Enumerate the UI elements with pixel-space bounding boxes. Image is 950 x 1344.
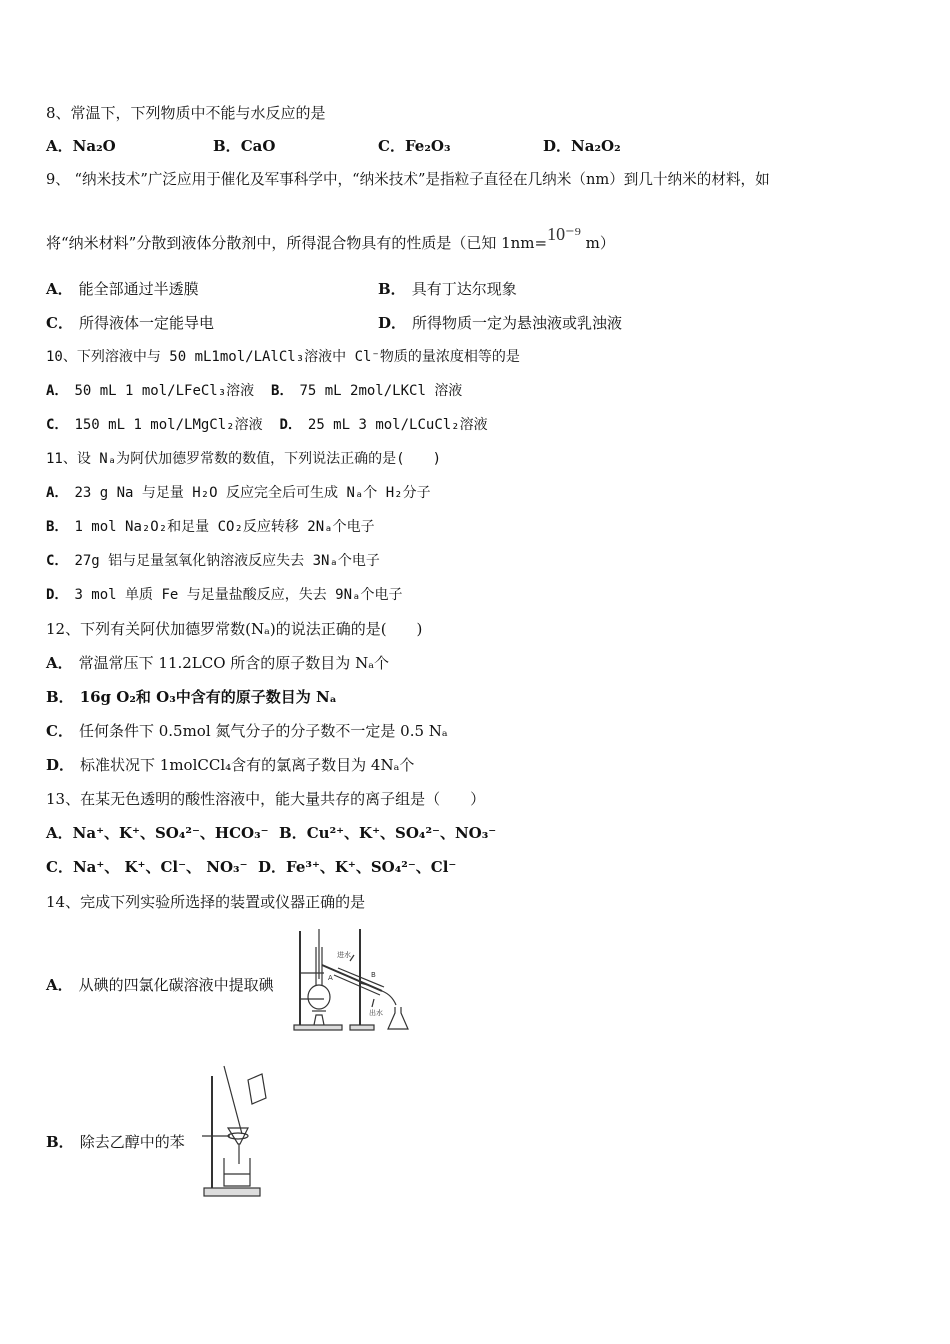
water-in-label: 进水 bbox=[337, 951, 351, 959]
q9-option-b: B． 具有丁达尔现象 bbox=[378, 280, 517, 298]
q14-option-b: B． 除去乙醇中的苯 bbox=[46, 1133, 185, 1151]
q8-option-d: D．Na₂O₂ bbox=[543, 137, 621, 155]
q11-option-d: D． 3 mol 单质 Fe 与足量盐酸反应，失去 9Nₐ个电子 bbox=[46, 587, 403, 603]
q9-option-a: A． 能全部通过半透膜 bbox=[46, 280, 199, 298]
q9-option-d: D． 所得物质一定为悬浊液或乳浊液 bbox=[378, 314, 623, 332]
q13-stem: 13、在某无色透明的酸性溶液中，能大量共存的离子组是（ ） bbox=[46, 790, 486, 808]
q14-stem: 14、完成下列实验所选择的装置或仪器正确的是 bbox=[46, 893, 366, 911]
q13-options-ab: A．Na⁺、K⁺、SO₄²⁻、HCO₃⁻ B．Cu²⁺、K⁺、SO₄²⁻、NO₃⁻ bbox=[46, 824, 497, 842]
q10-stem: 10、下列溶液中与 50 mL1mol/LAlCl₃溶液中 Cl⁻物质的量浓度相等的是 bbox=[46, 349, 520, 365]
q12-option-a: A． 常温常压下 11.2LCO 所含的原子数目为 Nₐ个 bbox=[46, 654, 389, 672]
q8-option-b: B．CaO bbox=[213, 137, 276, 155]
q12-option-c: C． 任何条件下 0.5mol 氮气分子的分子数不一定是 0.5 Nₐ bbox=[46, 722, 448, 740]
q10-options-cd: C． 150 mL 1 mol/LMgCl₂溶液 D． 25 mL 3 mol/LCuCl₂溶液 bbox=[46, 417, 488, 433]
svg-text:B: B bbox=[371, 971, 376, 979]
q12-option-b: B． 16g O₂和 O₃中含有的原子数目为 Nₐ bbox=[46, 688, 337, 706]
filtration-apparatus-figure bbox=[200, 1062, 270, 1202]
svg-text:A: A bbox=[328, 974, 333, 982]
q13-options-cd: C．Na⁺、 K⁺、Cl⁻、 NO₃⁻ D．Fe³⁺、K⁺、SO₄²⁻、Cl⁻ bbox=[46, 858, 457, 876]
q8-stem: 8、常温下，下列物质中不能与水反应的是 bbox=[46, 104, 326, 122]
q12-option-d: D． 标准状况下 1molCCl₄含有的氯离子数目为 4Nₐ个 bbox=[46, 756, 415, 774]
q11-option-c: C． 27g 铝与足量氢氧化钠溶液反应失去 3Nₐ个电子 bbox=[46, 553, 380, 569]
q9-option-c: C． 所得液体一定能导电 bbox=[46, 314, 214, 332]
q8-option-a: A．Na₂O bbox=[46, 137, 116, 155]
q11-option-a: A． 23 g Na 与足量 H₂O 反应完全后可生成 Nₐ个 H₂分子 bbox=[46, 485, 431, 501]
q9-exponent: 10⁻⁹ bbox=[547, 224, 581, 244]
q14-option-a: A． 从碘的四氯化碳溶液中提取碘 bbox=[46, 976, 274, 994]
q10-options-ab: A． 50 mL 1 mol/LFeCl₃溶液 B． 75 mL 2mol/LKCl 溶液 bbox=[46, 383, 463, 399]
distillation-apparatus-figure bbox=[292, 925, 417, 1035]
q11-stem: 11、设 Nₐ为阿伏加德罗常数的数值，下列说法正确的是( ) bbox=[46, 451, 441, 467]
q9-stem-line1: 9、 “纳米技术”广泛应用于催化及军事科学中，“纳米技术”是指粒子直径在几纳米（nm）到几十纳米的材料，如 bbox=[46, 171, 770, 188]
q12-stem: 12、下列有关阿伏加德罗常数(Nₐ)的说法正确的是( ) bbox=[46, 620, 423, 638]
q8-option-c: C．Fe₂O₃ bbox=[378, 137, 451, 155]
q9-stem-line2: 将“纳米材料”分散到液体分散剂中，所得混合物具有的性质是（已知 1nm=10⁻⁹ m） bbox=[46, 224, 615, 252]
q11-option-b: B． 1 mol Na₂O₂和足量 CO₂反应转移 2Nₐ个电子 bbox=[46, 519, 375, 535]
water-out-label: 出水 bbox=[369, 1009, 383, 1017]
